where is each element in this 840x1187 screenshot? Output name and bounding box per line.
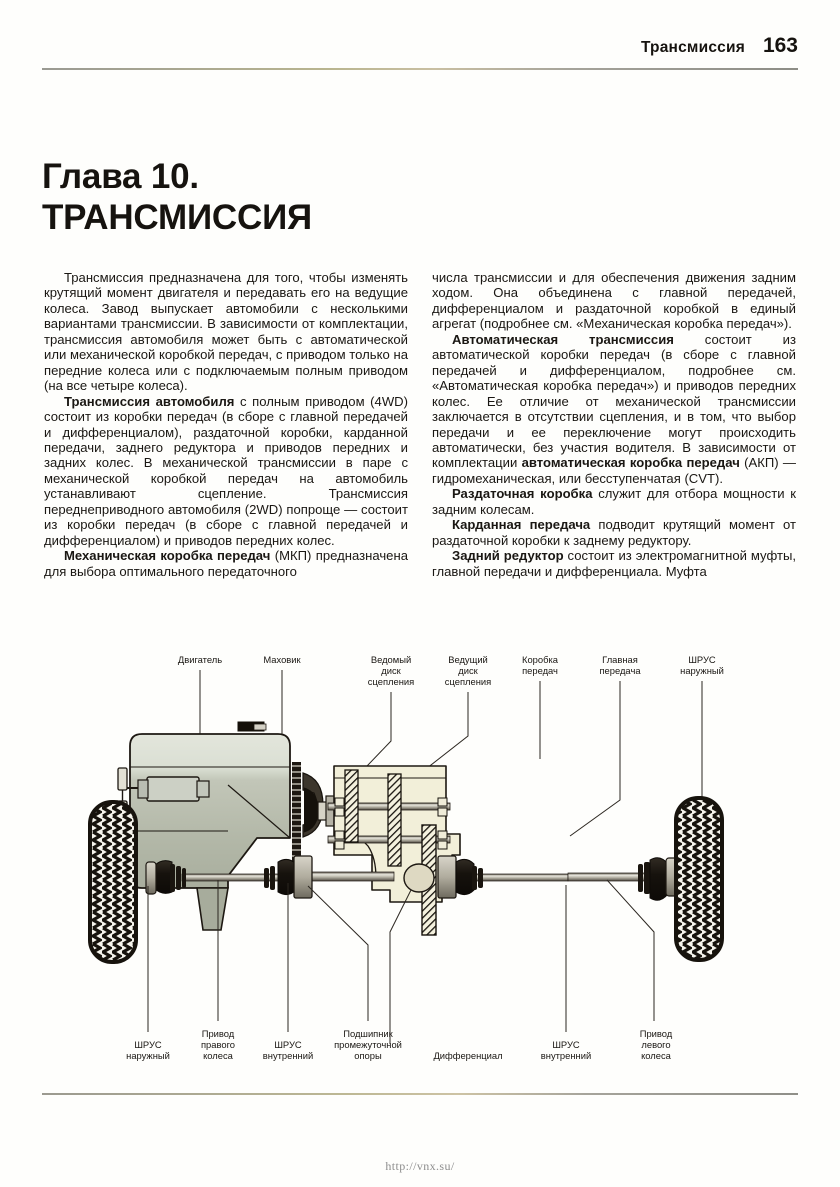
paragraph [432, 517, 796, 548]
clutch-assembly [292, 762, 335, 870]
figure-label-gearbox: Коробка передач [522, 654, 558, 676]
figure-label-driving-clutch-disc: Ведущий диск сцепления [444, 654, 492, 687]
outer-cv-boot-left [638, 858, 678, 901]
paragraph-text: числа трансмиссии и для обеспечения движения задним ходом. Она объединена с главной передачей, дифференциалом и раздаточной коробкой в единый агрегат (подробнее см. «Механическая коробка передач»). [432, 270, 796, 332]
gearbox-housing [328, 766, 460, 935]
wheel-left [676, 798, 722, 960]
figure-label-outer-cv-joint: ШРУС наружный [680, 654, 724, 676]
footer-url: http://vnx.su/ [385, 1159, 455, 1173]
figure-label-flywheel: Маховик [263, 654, 301, 665]
paragraph-lead: Карданная передача [452, 517, 591, 533]
paragraph [432, 270, 796, 332]
paragraph [44, 270, 408, 394]
footer-rule [42, 1093, 798, 1095]
transmission-diagram [42, 640, 798, 1088]
right-column [432, 270, 796, 632]
paragraph-text: состоит из автоматической коробки передач (в сборе с главной передачей и дифференциалом, подробнее см. «Автоматическая коробка передач») и приводов передних колес. Ее отличие от механической трансмиссии заключается в отсутствии сцепления, и в том, что выбор передачи и ее переключение могут происходить автоматически, без участия водителя. В зависимости от комплектации [432, 331, 796, 471]
chapter-name: ТРАНСМИССИЯ [42, 198, 312, 238]
chapter-title [42, 157, 562, 239]
wheel-right [90, 802, 136, 962]
diagram-drawing [42, 640, 798, 1088]
figure-label-final-drive: Главная передача [599, 654, 641, 676]
figure-label-intermediate-support-bearing: Подшипник промежуточной опоры [334, 1028, 402, 1061]
figure-label-driven-clutch-disc: Ведомый диск сцепления [367, 654, 415, 687]
paragraph [432, 486, 796, 517]
paragraph-lead-inline: автоматическая коробка передач [521, 455, 740, 471]
paragraph-text: подводит крутящий момент от раздаточной коробки к заднему редуктору. [432, 517, 796, 548]
body-columns [44, 270, 796, 632]
running-head-title: Трансмиссия [640, 39, 745, 56]
figure-label-inner-cv-joint-left: ШРУС внутренний [540, 1039, 592, 1061]
paragraph-lead: Механическая коробка передач [64, 548, 271, 564]
paragraph-text: (МКП) предназначена для выбора оптимального передаточного [44, 548, 408, 579]
inner-cv-boot-left [438, 856, 483, 898]
figure-label-left-wheel-driveshaft: Привод левого колеса [639, 1028, 673, 1061]
engine-block [118, 722, 290, 930]
paragraph-lead: Автоматическая трансмиссия [452, 331, 674, 347]
figure-label-engine: Двигатель [177, 654, 223, 665]
figure-label-right-wheel-driveshaft: Привод правого колеса [200, 1028, 236, 1061]
paragraph [432, 332, 796, 487]
figure-label-inner-cv-joint-right: ШРУС внутренний [262, 1039, 314, 1061]
paragraph [44, 394, 408, 549]
paragraph-text: состоит из электромагнитной муфты, главной передачи и дифференциала. Муфта [432, 548, 796, 579]
figure-label-outer-cv-joint-left: ШРУС наружный [126, 1039, 170, 1061]
paragraph-text: (АКП) — гидромеханическая, или бесступенчатая (CVT). [432, 455, 796, 486]
paragraph-text: с полным приводом (4WD) состоит из коробки передач (в сборе с главной передачей и дифференциалом), раздаточной коробки, карданной передачи, заднего редуктора и приводов передних и задних колес. В механической трансмиссии в паре с механической коробкой передач на автомобиль устанавливают сцепление. Трансмиссия переднеприводного автомобиля (2WD) попроще — состоит из коробки передач (в сборе с главной передачей и дифференциалом) и приводов передних колес. [44, 393, 408, 548]
paragraph [432, 548, 796, 579]
page-number: 163 [762, 34, 798, 57]
running-head [42, 34, 798, 58]
paragraph-lead: Раздаточная коробка [452, 486, 593, 502]
paragraph-text: Трансмиссия предназначена для того, чтобы изменять крутящий момент двигателя и передавать его на ведущие колеса. Завод выпускает автомобили с несколькими вариантами трансмиссии. В зависимости от комплектации, трансмиссия автомобиля может быть с автоматической или механической коробкой передач, с приводом только на передние колеса или с подключаемым полным приводом (на все четыре колеса). [44, 270, 408, 394]
chapter-number: Глава 10. [42, 157, 199, 197]
paragraph-lead: Задний редуктор [452, 548, 564, 564]
header-rule [42, 68, 798, 70]
paragraph-lead: Трансмиссия автомобиля [64, 393, 235, 409]
paragraph-text: служит для отбора мощности к задним колесам. [432, 486, 796, 517]
left-column [44, 270, 408, 632]
paragraph [44, 548, 408, 579]
figure-label-differential: Дифференциал [433, 1050, 503, 1061]
